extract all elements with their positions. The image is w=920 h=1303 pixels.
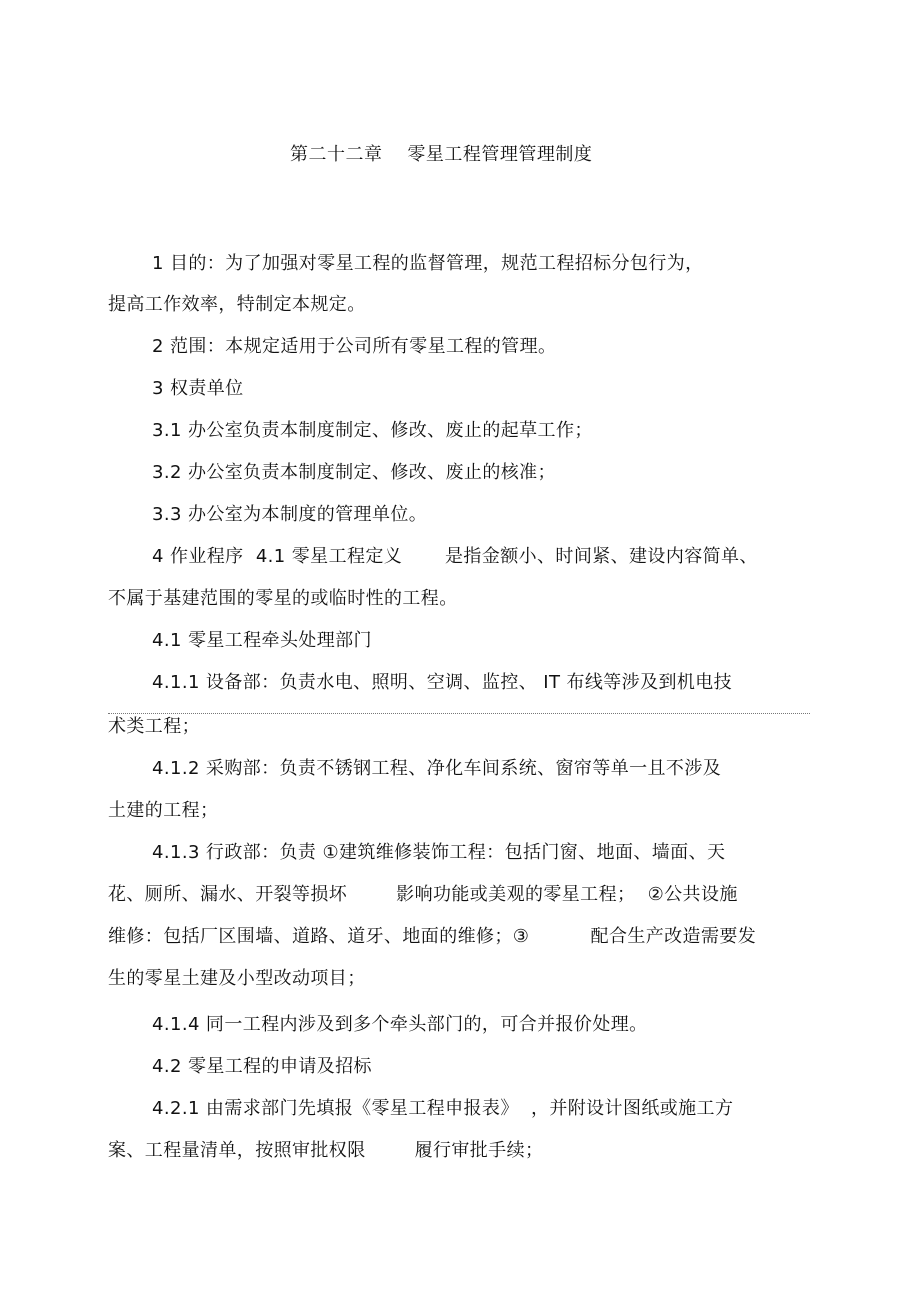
paragraph-line: 4.1.1 设备部：负责水电、照明、空调、监控、 IT 布线等涉及到机电技 — [152, 672, 733, 693]
paragraph-line: 4.1.3 行政部：负责 ①建筑维修装饰工程：包括门窗、地面、墙面、天 — [152, 842, 726, 863]
paragraph-line: 3 权责单位 — [152, 378, 244, 399]
paragraph-line: 1 目的：为了加强对零星工程的监督管理，规范工程招标分包行为， — [152, 253, 704, 274]
paragraph-line: 4 作业程序 4.1 零星工程定义 是指金额小、时间紧、建设内容简单、 — [152, 546, 758, 567]
paragraph-line: 4.1 零星工程牵头处理部门 — [152, 630, 372, 651]
paragraph-line: 生的零星土建及小型改动项目； — [108, 968, 366, 989]
page-title: 第二十二章 零星工程管理管理制度 — [290, 144, 593, 165]
paragraph-line: 花、厕所、漏水、开裂等损坏 影响功能或美观的零星工程； ②公共设施 — [108, 884, 738, 905]
paragraph-line: 3.3 办公室为本制度的管理单位。 — [152, 504, 428, 525]
paragraph-line: 3.2 办公室负责本制度制定、修改、废止的核准； — [152, 462, 556, 483]
page-divider — [108, 713, 810, 714]
paragraph-line: 4.2.1 由需求部门先填报《零星工程申报表》 ，并附设计图纸或施工方 — [152, 1098, 734, 1119]
paragraph-line: 术类工程； — [108, 716, 200, 737]
paragraph-line: 不属于基建范围的零星的或临时性的工程。 — [108, 588, 458, 609]
paragraph-line: 4.1.4 同一工程内涉及到多个牵头部门的，可合并报价处理。 — [152, 1014, 648, 1035]
paragraph-line: 4.2 零星工程的申请及招标 — [152, 1056, 372, 1077]
paragraph-line: 4.1.2 采购部：负责不锈钢工程、净化车间系统、窗帘等单一且不涉及 — [152, 758, 722, 779]
paragraph-line: 2 范围：本规定适用于公司所有零星工程的管理。 — [152, 336, 557, 357]
paragraph-line: 案、工程量清单，按照审批权限 履行审批手续； — [108, 1140, 544, 1161]
paragraph-line: 提高工作效率，特制定本规定。 — [108, 294, 366, 315]
paragraph-line: 维修：包括厂区围墙、道路、道牙、地面的维修；③ 配合生产改造需要发 — [108, 926, 757, 947]
paragraph-line: 土建的工程； — [108, 800, 219, 821]
paragraph-line: 3.1 办公室负责本制度制定、修改、废止的起草工作； — [152, 420, 593, 441]
